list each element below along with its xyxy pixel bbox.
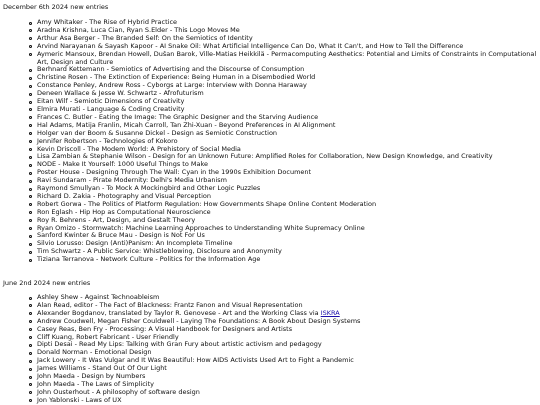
list-item [28,201,538,209]
list-item [28,35,538,43]
list-item [28,349,538,357]
list-item [28,66,538,74]
list-item [28,232,538,240]
list-item [28,310,538,318]
list-item [28,302,538,310]
list-item [28,256,538,264]
entry-text: Jennifer Robertson - Technologies of Kokoro [37,137,178,145]
entry-text: Eitan Wilf - Semiotic Dimensions of Creativity [37,98,185,106]
entry-list-june [28,294,538,405]
entry-text: Hal Adams, Matija Franlin, Micah Carroll, Tan Zhi-Xuan - Beyond Preferences in AI Alignment [37,121,336,129]
entry-text: Silvio Lorusso: Design (Anti)Panism: An Incomplete Timeline [37,240,233,248]
entry-text: John Maeda - The Laws of Simplicity [37,380,155,388]
entry-text: Ashley Shew - Against Technoableism [37,294,160,301]
list-item [28,365,538,373]
list-item [28,326,538,334]
list-item [28,169,538,177]
list-item [28,43,538,51]
list-item [28,225,538,233]
list-item [28,248,538,256]
entry-text: Dipti Desai - Read My Lips: Talking with Gran Fury about artistic activism and pedagogy [37,341,322,349]
section-heading-december: December 6th 2024 new entries [3,3,109,11]
entry-text: John Ousterhout - A philosophy of software design [37,388,200,396]
list-item [28,373,538,381]
entry-text: James Williams - Stand Out Of Our Light [37,365,167,373]
list-item [28,389,538,397]
list-item [28,122,538,130]
entry-text: Jon Yablonski - Laws of UX [37,396,122,404]
list-item [28,51,538,67]
list-item [28,209,538,217]
entry-text: Roy R. Behrens - Art, Design, and Gestalt Theory [37,216,196,224]
entry-text: Holger van der Boom & Susanne Dickel - Design as Semiotic Construction [37,129,278,137]
entry-text: Casey Reas, Ben Fry - Processing: A Visual Handbook for Designers and Artists [37,325,293,333]
entry-text: Berhnard Kettemann - Semiotics of Advertising and the Discourse of Consumption [37,66,305,74]
entry-text: John Maeda - Design by Numbers [37,373,146,381]
entry-text: Ryan Omizo - Stormwatch: Machine Learning Approaches to Understanding White Supremacy Online [37,224,365,232]
entry-text: Richard D. Zakia - Photography and Visual Perception [37,192,211,200]
list-item [28,114,538,122]
entry-text: Lisa Zambian & Stephanie Wilson - Design for an Unknown Future: Amplified Roles for Collaboration, New Design Knowledge, and Creativity [37,153,493,161]
list-item [28,357,538,365]
entry-text: Arvind Narayanan & Sayash Kapoor - AI Snake Oil: What Artificial Intelligence Can Do, What It Can't, and How to Tell the Difference [37,42,464,50]
list-item [28,138,538,146]
list-item [28,381,538,389]
entry-text: Tim Schwartz - A Public Service: Whistleblowing, Disclosure and Anonymity [37,248,282,256]
entry-text: Elmira Murati - Language & Coding Creativity [37,105,185,113]
iskra-link[interactable]: ISKRA [320,309,340,317]
section-heading-june: June 2nd 2024 new entries [3,279,91,287]
entry-text: Amy Whitaker - The Rise of Hybrid Practice [37,19,178,26]
entry-text: Kevin Driscoll - The Modem World: A Prehistory of Social Media [37,145,241,153]
list-item [28,153,538,161]
list-item [28,82,538,90]
list-item [28,130,538,138]
list-item [28,193,538,201]
entry-text: Alan Read, editor - The Fact of Blackness: Frantz Fanon and Visual Representation [37,301,303,309]
list-item [28,90,538,98]
entry-text: Aymeric Mansoux, Brendan Howell, Dušan Barok, Ville-Matias Heikkilä - Permacomputing Aesthetics: Potential and Limits of Constraints in Computational Art, Design and Culture [37,50,537,66]
list-item [28,106,538,114]
entry-text: Deneen Wallace & Jesse W. Schwartz - Afrofuturism [37,90,204,98]
entry-text: Arthur Asa Berger - The Branded Self: On the Semiotics of Identity [37,34,253,42]
list-item [28,185,538,193]
entry-text: Aradna Krishna, Luca Cian, Ryan S.Elder - This Logo Moves Me [37,26,240,34]
list-item [28,397,538,405]
list-item [28,146,538,154]
list-item [28,217,538,225]
list-item [28,161,538,169]
entry-text: Raymond Smullyan - To Mock A Mockingbird and Other Logic Puzzles [37,185,261,193]
list-item [28,98,538,106]
entry-text: Ravi Sundaram - Pirate Modernity: Delhi's Media Urbanism [37,177,227,185]
list-item [28,27,538,35]
entry-text: Andrew Coudwell, Megan Fisher Couldwell - Laying The Foundations: A Book About Design Systems [37,317,361,325]
entry-text: Ron Eglash - Hip Hop as Computational Neuroscience [37,208,211,216]
entry-text: Donald Norman - Emotional Design [37,349,152,357]
list-item [28,177,538,185]
entry-text: Sanford Kwinter & Bruce Mau - Design is Not For Us [37,232,205,240]
entry-text: Jack Lowery - It Was Vulgar and It Was Beautiful: How AIDS Activists Used Art to Fight a Pandemic [37,357,354,365]
entry-list-december [28,19,538,264]
list-item [28,74,538,82]
list-item [28,240,538,248]
entry-text: NODE - Make It Yourself: 1000 Useful Things to Make [37,161,209,169]
list-item [28,318,538,326]
entry-text: Christine Rosen - The Extinction of Experience: Being Human in a Disembodied World [37,74,316,82]
entry-text: Poster House - Designing Through The Wall: Cyan in the 1990s Exhibition Document [37,169,312,177]
entry-text: Cliff Kuang, Robert Fabricant - User Friendly [37,333,179,341]
entry-text: Tiziana Terranova - Network Culture - Politics for the Information Age [37,256,261,264]
entry-text: Constance Penley, Andrew Ross - Cyborgs at Large: Interview with Donna Haraway [37,82,307,90]
entry-text: Frances C. Butler - Eating the Image: The Graphic Designer and the Starving Audience [37,113,319,121]
entry-text: Robert Gorwa - The Politics of Platform Regulation: How Governments Shape Online Content Moderation [37,200,377,208]
list-item [28,19,538,27]
entry-text: Alexander Bogdanov, translated by Taylor R. Genovese - Art and the Working Class via [37,309,321,317]
list-item [28,334,538,342]
list-item [28,341,538,349]
list-item [28,294,538,302]
